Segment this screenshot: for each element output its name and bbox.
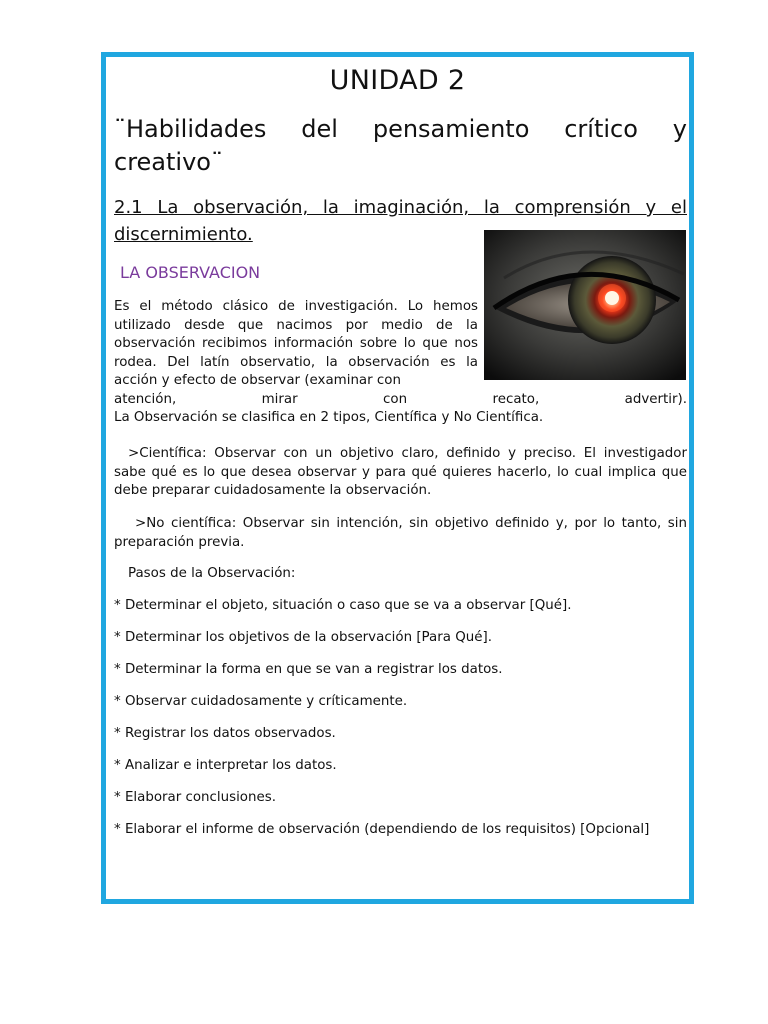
section-title: LA OBSERVACION bbox=[120, 263, 261, 282]
main-heading: ¨Habilidades del pensamiento crítico y creativo¨ bbox=[114, 115, 687, 176]
paragraph-intro-end: atención, mirar con recato, advertir). bbox=[114, 392, 687, 407]
list-item: * Observar cuidadosamente y críticamente. bbox=[114, 694, 408, 709]
document-frame bbox=[101, 52, 694, 904]
subheading: 2.1 La observación, la imaginación, la comprensión y el discernimiento. bbox=[114, 197, 687, 245]
unit-title: UNIDAD 2 bbox=[329, 65, 466, 96]
list-item: * Elaborar conclusiones. bbox=[114, 790, 276, 805]
paragraph-scientific: >Científica: Observar con un objetivo claro, definido y preciso. El investigador sabe qué es lo que desea observar y para qué quieres hacerlo, lo cual implica que debe preparar cuidadosamente la observación. bbox=[114, 446, 687, 499]
list-item: * Determinar el objeto, situación o caso que se va a observar [Qué]. bbox=[114, 598, 572, 613]
list-item: * Analizar e interpretar los datos. bbox=[114, 758, 337, 773]
eye-illustration bbox=[484, 230, 686, 380]
paragraph-intro: Es el método clásico de investigación. Lo hemos utilizado desde que nacimos por medio de la observación recibimos información sobre lo que nos rodea. Del latín observatio, la observación es la acción y efecto de observar (examinar con bbox=[114, 299, 478, 389]
list-item: * Determinar los objetivos de la observación [Para Qué]. bbox=[114, 630, 492, 645]
paragraph-non-scientific: >No científica: Observar sin intención, sin objetivo definido y, por lo tanto, sin preparación previa. bbox=[114, 516, 687, 550]
eye-photo bbox=[484, 230, 686, 380]
paragraph-classification: La Observación se clasifica en 2 tipos, Científica y No Científica. bbox=[114, 410, 544, 425]
list-item: * Registrar los datos observados. bbox=[114, 726, 336, 741]
list-item: * Determinar la forma en que se van a registrar los datos. bbox=[114, 662, 503, 677]
list-item: * Elaborar el informe de observación (dependiendo de los requisitos) [Opcional] bbox=[114, 822, 650, 837]
steps-title: Pasos de la Observación: bbox=[128, 566, 296, 581]
